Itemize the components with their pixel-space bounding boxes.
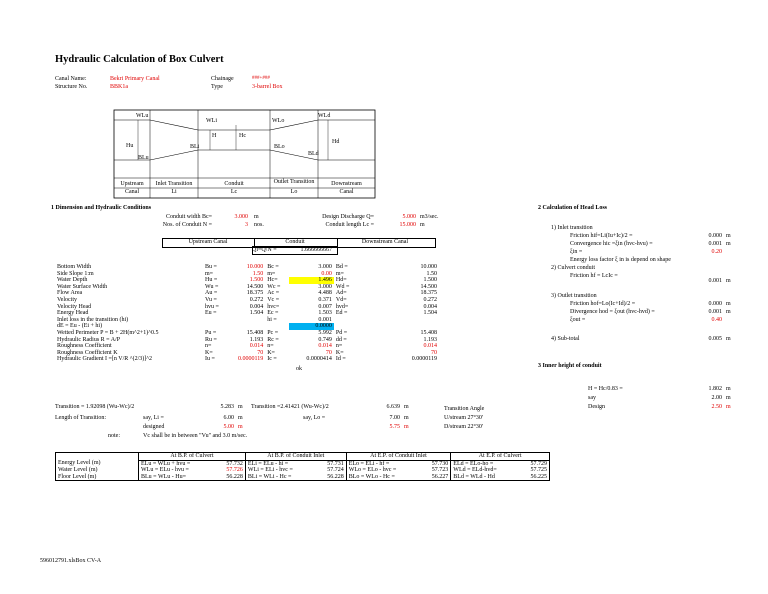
canal-name-label: Canal Name: <box>55 76 87 82</box>
hyd-down-symbol: Ad= <box>335 290 347 297</box>
design-discharge-label: Design Discharge Q= <box>322 214 374 220</box>
hyd-down-value: 1.193 <box>423 336 437 343</box>
friction-hof-label: Friction hof=Lo(Ic+Id)/2 = <box>570 301 636 307</box>
table-row <box>55 337 439 344</box>
hyd-cond-value: 0.007 <box>318 303 332 310</box>
levels-value: 56.228 <box>316 474 346 481</box>
diagram-label-blu: BLu <box>138 155 149 161</box>
hyd-cond-value: 3.000 <box>318 264 332 270</box>
friction-hif-value: 0.000 <box>708 233 722 239</box>
note-text: Vc shall be in between "Vu" and 3.0 m/sec. <box>143 433 248 439</box>
say-height-unit: m <box>726 395 731 401</box>
table-row <box>55 356 439 363</box>
designed-lo-value: 5.75 <box>389 424 400 430</box>
transition-2-unit: m <box>404 404 409 410</box>
say-lo-value: 7.00 <box>389 415 400 421</box>
hyd-cond-symbol: Ic = <box>267 356 277 363</box>
hyd-cond-symbol: Pc = <box>267 329 279 336</box>
hyd-down-value: 0.014 <box>423 343 437 350</box>
diagram-label-outlet: Outlet Transition <box>273 179 315 185</box>
hyd-up-value: 70 <box>257 349 264 356</box>
conduit-length-unit: m <box>420 222 425 228</box>
ok-flag: ok <box>296 366 302 372</box>
hyd-down-value: 14.500 <box>420 283 437 290</box>
type-value: 3-barrel Box <box>252 84 283 90</box>
hyd-up-symbol: Hu = <box>205 277 218 284</box>
diagram-label-blo: BLo <box>274 144 285 150</box>
levels-value: 57.729 <box>519 460 549 467</box>
hyd-down-value: 15.408 <box>420 329 437 336</box>
hyd-row-label: Roughness Coefficient <box>57 343 112 350</box>
levels-formula: BLi = WLi - Hc = <box>247 473 292 480</box>
levels-formula: WLo = ELo - hvc = <box>348 467 397 474</box>
hyd-down-symbol: m= <box>335 270 344 277</box>
hyd-cond-symbol: m= <box>267 270 276 277</box>
diagram-label-wlo: WLo <box>272 118 285 124</box>
hyd-up-value: 1.193 <box>249 336 264 343</box>
hyd-cond-value: 0.749 <box>318 336 332 343</box>
hyd-row-label: Roughness Coefficient K <box>57 349 118 356</box>
hyd-up-value: 1.50 <box>252 270 264 277</box>
levels-formula: ELo = ELi - hf = <box>348 460 390 467</box>
transition-formula-2: Transition =2.41421 (Wu-Wc)/2 <box>251 404 329 410</box>
hyd-row-label: Hydraulic Radius R = A/P <box>57 336 121 343</box>
hyd-up-symbol: Bu = <box>205 264 217 270</box>
hyd-down-value: 0.004 <box>423 303 437 310</box>
hyd-up-value <box>227 317 266 324</box>
diagram-label-bld: BLd <box>308 151 319 157</box>
say-li-unit: m <box>238 415 243 421</box>
hyd-up-symbol: Eu = <box>205 310 217 317</box>
inner-height-unit: m <box>726 386 731 392</box>
hyd-up-symbol: Au = <box>205 290 218 297</box>
diagram-label-hd: Hd <box>332 139 340 145</box>
design-discharge-unit: m3/sec. <box>420 214 439 220</box>
levels-col-header: At B.P. of Culvert <box>139 453 246 461</box>
diagram-label-wli: WLi <box>206 118 217 124</box>
hyd-down-symbol: dd = <box>335 336 347 343</box>
diagram-label-downstream: Downstream <box>331 181 362 187</box>
footer-filename: 596012791.xlsBox CV-A <box>40 558 102 564</box>
transition-2-value: 6.639 <box>386 404 400 410</box>
col-divider <box>254 238 338 246</box>
levels-value: 56.225 <box>519 474 549 481</box>
hyd-up-symbol: Vu = <box>205 296 217 303</box>
upstream-angle: U/stream 27°30' <box>444 415 483 421</box>
hyd-cond-symbol: Ac = <box>267 290 280 297</box>
diagram-label-lo: Lo <box>290 189 298 195</box>
diagram-label-inlet: Inlet Transition <box>155 181 193 187</box>
table-row <box>56 474 550 481</box>
note-label: note: <box>108 433 120 439</box>
hyd-cond-value: 0.014 <box>318 343 332 350</box>
table-row <box>55 277 439 284</box>
table-row <box>55 343 439 350</box>
hyd-cond-symbol: K= <box>267 349 275 356</box>
hyd-cond-value: 70 <box>325 349 332 356</box>
hyd-down-symbol: K= <box>335 349 344 356</box>
hyd-up-value: 0.004 <box>249 303 264 310</box>
table-row <box>55 284 439 291</box>
diagram-label-conduit: Conduit <box>224 181 244 187</box>
hyd-cond-value: 4.488 <box>318 290 332 297</box>
levels-col-header: At E.P. of Culvert <box>451 453 550 461</box>
levels-row-label: Water Level (m) <box>56 467 139 474</box>
design-height-value: 2.50 <box>711 404 722 410</box>
hyd-cond-symbol: n= <box>267 343 274 350</box>
levels-formula: BLu = WLu - Hu= <box>141 473 186 480</box>
diagram-label-wlu: WLu <box>136 113 149 119</box>
conduit-length-label: Conduit length Lc = <box>325 222 374 228</box>
convergence-unit: m <box>726 241 731 247</box>
diagram-label-h: H <box>212 133 217 139</box>
table-row <box>55 290 439 297</box>
hyd-up-symbol: Wu = <box>205 283 219 290</box>
designed-lo-unit: m <box>404 424 409 430</box>
divergence-value: 0.001 <box>708 309 722 315</box>
hyd-down-symbol: hvd= <box>335 303 349 310</box>
energy-loss-note: Energy loss factor ξ in is depend on shape <box>570 257 671 263</box>
nos-conduit-label: Nos. of Conduit N = <box>162 222 212 228</box>
levels-value: 57.725 <box>519 467 549 474</box>
levels-formula: ELi = ELu - hi = <box>247 460 289 467</box>
page-title: Hydraulic Calculation of Box Culvert <box>55 54 224 65</box>
xi-in-label: ξin = <box>570 249 583 255</box>
hyd-up-symbol: hvu = <box>205 303 219 310</box>
divergence-unit: m <box>726 309 731 315</box>
hyd-cond-symbol: Wc = <box>267 283 281 290</box>
col-upstream-canal: Upstream Canal <box>188 239 228 245</box>
table-row <box>55 264 439 271</box>
subtotal-item: 4) Sub-total <box>551 336 580 342</box>
friction-hif-unit: m <box>726 233 731 239</box>
hyd-up-value: 0.272 <box>249 296 264 303</box>
canal-name-value: Bekri Primary Canal <box>110 76 160 82</box>
hyd-down-value: 18.375 <box>420 290 437 297</box>
diagram-label-lc: Lc <box>230 189 238 195</box>
hyd-down-symbol: Id = <box>335 356 346 363</box>
friction-hof-unit: m <box>726 301 731 307</box>
levels-value: 57.730 <box>421 460 451 467</box>
hyd-cond-value: 0.371 <box>318 296 332 303</box>
hyd-down-symbol: Vd= <box>335 296 347 303</box>
designed-li-unit: m <box>238 424 243 430</box>
chainage-value: ###+### <box>252 76 270 81</box>
hyd-down-symbol <box>334 323 358 330</box>
hyd-up-symbol: Pu = <box>205 329 217 336</box>
hyd-row-label: Bottom Width <box>57 264 92 270</box>
hyd-row-label: Water Depth <box>57 277 88 284</box>
type-label: Type <box>211 84 223 90</box>
transition-1-value: 5.283 <box>220 404 234 410</box>
hyd-down-value: 0.272 <box>423 296 437 303</box>
table-row <box>56 467 550 474</box>
conduit-width-value: 3.000 <box>234 214 248 220</box>
hyd-down-value: 1.504 <box>423 310 437 317</box>
say-height-value: 2.00 <box>711 395 722 401</box>
hyd-cond-symbol: Rc = <box>267 336 279 343</box>
diagram-label-upstream: Upstream <box>120 181 144 187</box>
hyd-row-label: Inlet loss in the transition (hi) <box>57 316 129 323</box>
col-conduit: Conduit <box>285 239 305 245</box>
subtotal-unit: m <box>726 336 731 342</box>
hyd-up-value: 18.375 <box>246 290 264 297</box>
levels-formula: WLi = ELi - hvc = <box>247 467 293 474</box>
hyd-cond-symbol: Bc = <box>267 264 279 270</box>
hyd-row-label: Velocity <box>57 296 77 303</box>
structure-no-label: Structure No. <box>55 84 88 90</box>
table-row <box>55 271 439 278</box>
hyd-down-value: 1.50 <box>426 270 437 277</box>
table-row <box>55 323 439 330</box>
hyd-down-value <box>357 317 439 324</box>
hyd-cond-value: 1.503 <box>318 310 332 317</box>
hyd-cond-symbol: Vc = <box>267 296 280 303</box>
hyd-up-symbol: K= <box>205 349 213 356</box>
say-height-label: say <box>588 395 596 401</box>
say-lo-label: say, Lo = <box>303 415 326 421</box>
transition-angle-label: Transition Angle <box>444 406 485 412</box>
hyd-cond-value: 0.00 <box>321 270 332 277</box>
table-row <box>55 310 439 317</box>
xi-out-label: ξout = <box>570 317 586 323</box>
levels-value: 56.227 <box>421 474 451 481</box>
divergence-label: Divergence hod = ξout (hvc-hvd) = <box>570 309 655 315</box>
xi-out-value: 0.40 <box>711 317 722 323</box>
designed-label: designed <box>143 424 165 430</box>
diagram-label-canal-up: Canal <box>125 189 139 195</box>
culvert-conduit-item: 2) Culvert conduit <box>551 265 595 271</box>
hyd-up-value <box>227 323 266 330</box>
levels-value: 57.724 <box>316 467 346 474</box>
conduit-width-unit: m <box>254 214 259 220</box>
hyd-cond-value: 0.001 <box>318 316 332 323</box>
hyd-down-symbol: Ed = <box>335 310 348 317</box>
levels-table <box>55 452 550 481</box>
hyd-cond-value: 0.0000414 <box>306 356 332 363</box>
hyd-up-value: 10.000 <box>246 264 264 270</box>
table-row <box>55 297 439 304</box>
hyd-cond-value: 3.000 <box>318 283 332 290</box>
hyd-cond-symbol: Ec = <box>267 310 279 317</box>
inner-height-value: 1.802 <box>708 386 722 392</box>
hyd-cond-symbol <box>265 323 289 330</box>
hyd-row-label: Velocity Head <box>57 303 92 310</box>
hyd-down-value: 0.0000119 <box>411 356 437 363</box>
conduit-width-label: Conduit width Bc= <box>165 214 212 220</box>
hyd-up-symbol: n= <box>205 343 212 350</box>
hyd-up-symbol: Ru = <box>205 336 217 343</box>
subtotal-value: 0.005 <box>708 336 722 342</box>
length-transition-label: Length of Transition: <box>55 415 107 421</box>
hyd-row-label: Energy Head <box>57 310 89 317</box>
table-row <box>55 304 439 311</box>
levels-formula: ELd = ELo-ho = <box>453 460 494 467</box>
levels-formula: WLu = ELu - hvu = <box>141 467 189 474</box>
hyd-down-symbol: n= <box>335 343 343 350</box>
hyd-row-label: Side Slope 1:m <box>57 270 94 277</box>
hyd-down-value: 1.500 <box>423 277 437 284</box>
design-discharge-value: 5.000 <box>402 214 416 220</box>
hyd-down-symbol: Bd = <box>335 264 348 270</box>
hyd-up-value: 0.0000119 <box>237 356 264 363</box>
hyd-up-symbol: m= <box>205 270 214 277</box>
hyd-up-value: 1.500 <box>249 277 264 284</box>
nos-conduit-unit: nos. <box>254 222 264 228</box>
structure-no-value: BBK1a <box>110 84 128 90</box>
friction-hif-label: Friction hif=Li(Iu+Ic)/2 = <box>570 233 633 239</box>
table-row <box>56 460 550 467</box>
friction-hf-value: 0.001 <box>708 278 722 284</box>
friction-hof-value: 0.000 <box>708 301 722 307</box>
levels-value: 56.228 <box>215 474 245 481</box>
levels-row-label: Floor Level (m) <box>56 474 139 481</box>
levels-header-empty <box>56 453 139 461</box>
hyd-row-label: Water Surface Width <box>57 283 108 290</box>
section-1-heading: 1 Dimension and Hydraulic Conditions <box>51 205 152 211</box>
table-row <box>55 317 439 324</box>
convergence-value: 0.001 <box>708 241 722 247</box>
hyd-down-symbol: Hd= <box>335 277 347 284</box>
hyd-cond-symbol: hvc= <box>267 303 280 310</box>
levels-formula: BLd = WLd - Hd <box>453 473 495 480</box>
diagram-label-wld: WLd <box>318 113 331 119</box>
diagram-label-li: Li <box>171 189 177 195</box>
diagram-label-bli: BLi <box>190 144 200 150</box>
hyd-cond-value: 1.496 <box>289 277 334 284</box>
downstream-angle: D/stream 22°30' <box>444 424 483 430</box>
hyd-row-label: dE = Eu - (Ei + hi) <box>57 323 103 330</box>
hyd-down-symbol: Wd = <box>335 283 350 290</box>
qi-value: 1.666666667 <box>300 247 332 253</box>
qi-label: Qi=Q/N = <box>252 247 277 253</box>
hyd-down-symbol <box>334 317 358 324</box>
inner-height-label: H = Hc/0.83 = <box>588 386 623 392</box>
design-height-unit: m <box>726 404 731 410</box>
levels-col-header: At E.P. of Conduit Inlet <box>346 453 451 461</box>
hyd-up-value: 15.408 <box>246 329 264 336</box>
transition-1-unit: m <box>238 404 243 410</box>
table-row <box>55 330 439 337</box>
levels-formula: BLo = WLo - Hc = <box>348 473 395 480</box>
levels-row-label: Energy Level (m) <box>56 460 139 467</box>
hyd-cond-value: 0.0000 <box>289 323 334 330</box>
friction-hf-unit: m <box>726 278 731 284</box>
hyd-row-label: Hydraulic Gradient I =[n V/R ^(2/3)]^2 <box>57 356 153 363</box>
diagram-label-canal-down: Canal <box>339 189 354 195</box>
levels-value: 57.723 <box>421 467 451 474</box>
hyd-row-label: Flow Area <box>57 290 83 297</box>
convergence-label: Convergence hic =ξin (hvc-hvu) = <box>570 241 653 247</box>
outlet-transition-item: 3) Outlet transition <box>551 293 597 299</box>
hyd-down-value <box>357 323 439 330</box>
hyd-up-value: 14.500 <box>246 283 264 290</box>
hyd-up-symbol <box>203 317 227 324</box>
levels-formula: ELu = WLu + hvu = <box>141 460 191 467</box>
diagram-label-hu: Hu <box>126 143 134 149</box>
say-li-label: say, Li = <box>143 415 164 421</box>
xi-in-value: 0.20 <box>711 249 722 255</box>
hyd-down-value: 10.000 <box>420 264 437 270</box>
nos-conduit-value: 3 <box>245 222 248 228</box>
hyd-down-symbol: Pd = <box>335 329 348 336</box>
hyd-up-value: 1.504 <box>249 310 264 317</box>
col-downstream-canal: Downstream Canal <box>361 239 409 245</box>
friction-hf-label: Friction hf = LcIc = <box>570 273 618 279</box>
hyd-cond-value: 5.992 <box>318 329 332 336</box>
say-lo-unit: m <box>404 415 409 421</box>
levels-value: 57.731 <box>316 460 346 467</box>
hyd-row-label: Wetted Perimeter P = B + 2H(m^2+1)^0.5 <box>57 329 159 336</box>
qi-box <box>252 246 338 255</box>
transition-formula-1: Transition = 1.92098 (Wu-Wc)/2 <box>55 404 135 410</box>
design-height-label: Design <box>588 404 605 410</box>
levels-header-row <box>56 453 550 461</box>
hyd-cond-symbol: hi = <box>267 316 277 323</box>
levels-value: 57.726 <box>215 467 245 474</box>
diagram-label-hc: Hc <box>239 133 246 139</box>
section-2-heading: 2 Calculation of Head Loss <box>538 205 608 211</box>
hyd-down-value: 70 <box>431 349 437 356</box>
conduit-length-value: 15.000 <box>399 222 416 228</box>
inlet-transition-item: 1) Inlet transition <box>551 225 593 231</box>
hydraulic-table <box>55 264 439 363</box>
chainage-label: Chainage <box>211 76 234 82</box>
hyd-up-symbol: Iu = <box>205 356 215 363</box>
say-li-value: 6.00 <box>223 415 234 421</box>
levels-value: 57.732 <box>215 460 245 467</box>
hyd-cond-symbol: Hc= <box>267 277 278 284</box>
hyd-up-value: 0.014 <box>249 343 264 350</box>
levels-col-header: At B.P. of Conduit Inlet <box>245 453 346 461</box>
levels-formula: WLd = ELd-hvd= <box>453 467 497 474</box>
hyd-up-symbol <box>203 323 227 330</box>
designed-li-value: 5.00 <box>223 424 234 430</box>
section-3-heading: 3 Inner height of conduit <box>538 363 602 369</box>
